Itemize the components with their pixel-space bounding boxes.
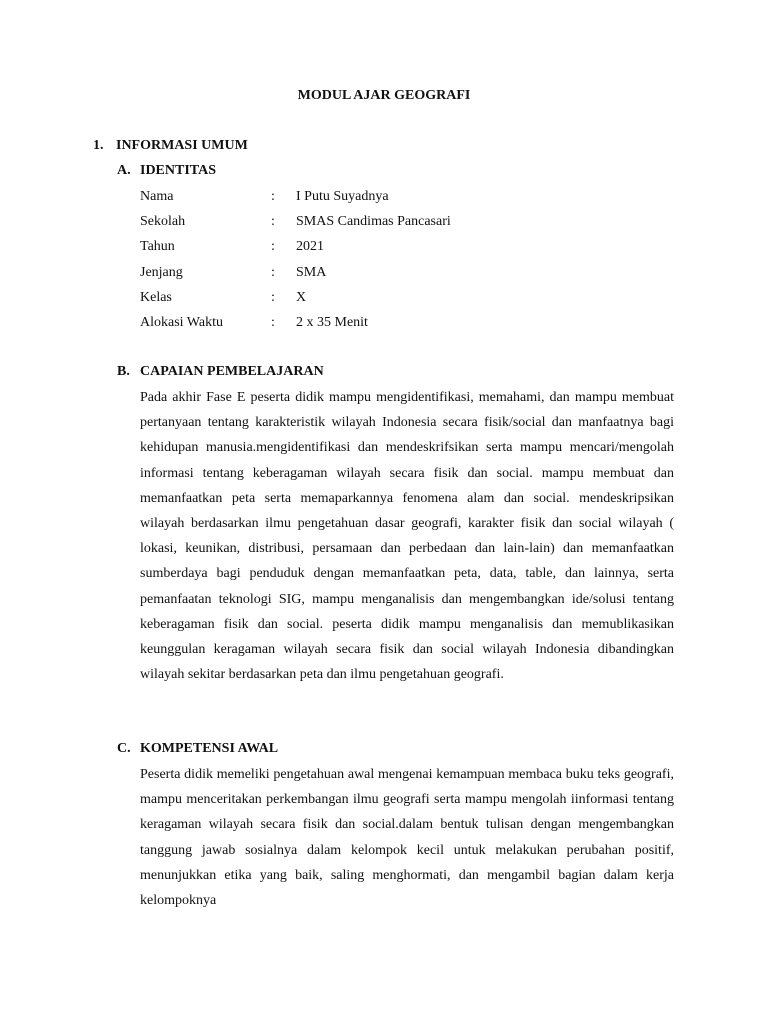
identitas-row-jenjang [140, 263, 451, 288]
identitas-label: Jenjang [140, 264, 183, 280]
identitas-colon: : [271, 289, 275, 305]
identitas-heading [117, 163, 216, 179]
identitas-row-nama [140, 187, 451, 212]
identitas-table [140, 187, 451, 338]
identitas-value: 2021 [296, 239, 324, 255]
kompetensi-heading [117, 741, 278, 757]
identitas-letter: A. [117, 163, 131, 178]
identitas-value: SMAS Candimas Pancasari [296, 214, 451, 230]
identitas-value: I Putu Suyadnya [296, 189, 389, 204]
identitas-colon: : [271, 264, 275, 280]
capaian-letter: B. [117, 364, 130, 379]
identitas-heading-text: IDENTITAS [140, 163, 216, 178]
identitas-row-alokasi-waktu [140, 313, 451, 338]
identitas-value: SMA [296, 264, 327, 280]
identitas-colon: : [271, 214, 275, 230]
identitas-row-kelas [140, 288, 451, 313]
capaian-heading-text: CAPAIAN PEMBELAJARAN [140, 364, 324, 379]
identitas-row-tahun [140, 237, 451, 262]
identitas-colon: : [271, 189, 275, 204]
identitas-row-sekolah [140, 212, 451, 237]
section-heading-text: INFORMASI UMUM [116, 138, 248, 153]
kompetensi-paragraph: Peserta didik memeliki pengetahuan awal mengenai kemampuan membaca buku teks geografi, mampu menceritakan perkembangan ilmu geografi serta mampu mengolah iinformasi tentang keragaman wilayah secara fisik dan social.dalam bentuk tulisan dengan mengembangkan tanggung jawab sosialnya dalam kelompok kecil untuk melakukan perubahan positif, menunjukkan etika yang baik, saling menghormati, dan mengambil bagian dalam kerja kelompoknya [140, 767, 674, 909]
identitas-label: Tahun [140, 239, 175, 255]
identitas-label: Sekolah [140, 214, 186, 230]
identitas-label: Nama [140, 189, 174, 204]
identitas-colon: : [271, 239, 275, 255]
document-title: MODUL AJAR GEOGRAFI [297, 88, 471, 103]
kompetensi-letter: C. [117, 741, 131, 756]
capaian-heading [117, 364, 324, 380]
kompetensi-heading-text: KOMPETENSI AWAL [140, 741, 279, 756]
identitas-value: 2 x 35 Menit [296, 314, 368, 330]
identitas-label: Alokasi Waktu [140, 314, 223, 330]
identitas-label: Kelas [140, 289, 172, 305]
section-number: 1. [93, 138, 104, 153]
capaian-paragraph: Pada akhir Fase E peserta didik mampu mengidentifikasi, memahami, dan mampu membuat pertanyaan tentang karakteristik wilayah Indonesia secara fisik/social dan manfaatnya bagi kehidupan manusia.mengidentifikasi dan mendeskrifsikan serta mampu mencari/mengolah informasi tentang keberagaman wilayah secara fisik dan social. mampu membuat dan memanfaatkan peta serta memaparkannya fenomena alam dan social. mendeskripsikan wilayah berdasarkan ilmu pengetahuan dasar geografi, karakter fisik dan social wilayah ( lokasi, keunikan, distribusi, persamaan dan perbedaan dan lain-lain) dan memanfaatkan sumberdaya bagi penduduk dengan memanfaatkan peta, data, table, dan lainnya, serta pemanfaatan teknologi SIG, mampu menganalisis dan mengembangkan ide/solusi tentang keberagaman fisik dan social. peserta didik mampu menganalisis dan memublikasikan keunggulan keragaman wilayah secara fisik dan social wilayah Indonesia dibandingkan wilayah sekitar berdasarkan peta dan ilmu pengetahuan geografi. [140, 390, 674, 683]
section-informasi-umum-heading [93, 138, 248, 154]
identitas-value: X [296, 289, 307, 305]
identitas-colon: : [271, 314, 275, 330]
